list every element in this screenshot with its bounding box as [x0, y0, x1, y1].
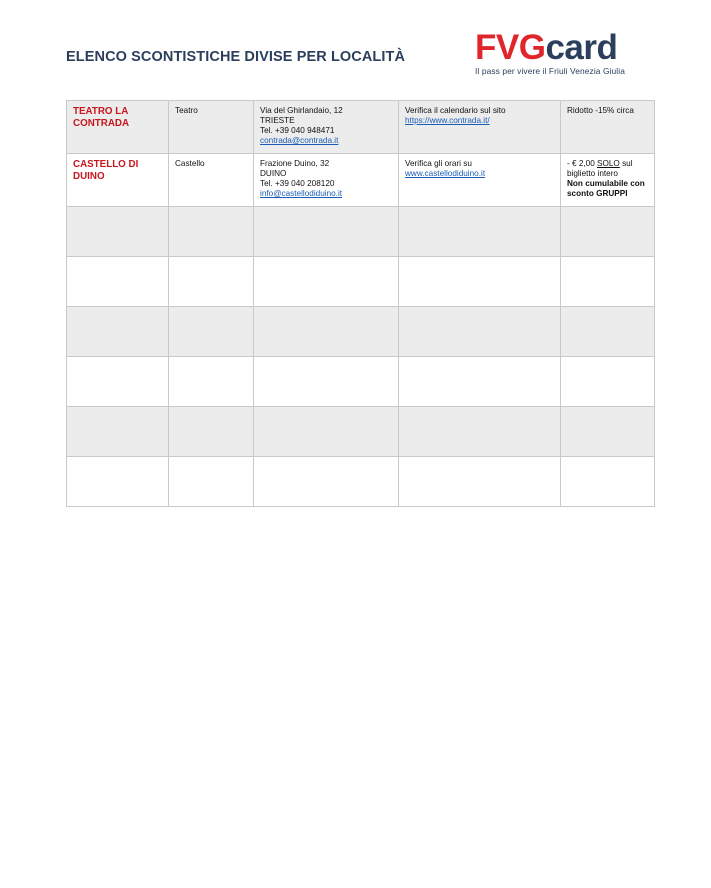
empty-cell — [399, 357, 561, 407]
empty-row — [67, 357, 655, 407]
venue-name-cell — [67, 101, 169, 154]
discount-table — [66, 100, 655, 507]
address-city: TRIESTE — [260, 116, 295, 125]
venue-name: CASTELLO DI DUINO — [73, 159, 139, 182]
empty-cell — [254, 257, 399, 307]
address-cell — [254, 154, 399, 207]
empty-cell — [67, 357, 169, 407]
empty-cell — [169, 257, 254, 307]
info-cell — [399, 101, 561, 154]
discount-text: Ridotto -15% circa — [567, 106, 634, 115]
empty-cell — [67, 207, 169, 257]
info-cell — [399, 154, 561, 207]
logo-wordmark — [475, 30, 645, 66]
discount-suffix: sul biglietto intero — [567, 159, 633, 178]
empty-cell — [169, 407, 254, 457]
address-street: Via del Ghirlandaio, 12 — [260, 106, 343, 115]
address-phone: Tel. +39 040 948471 — [260, 126, 335, 135]
website-link[interactable]: https://www.contrada.it/ — [405, 116, 490, 125]
venue-name-cell — [67, 154, 169, 207]
empty-cell — [254, 457, 399, 507]
empty-cell — [399, 207, 561, 257]
empty-cell — [67, 457, 169, 507]
empty-cell — [399, 257, 561, 307]
category: Castello — [175, 159, 205, 168]
email-link[interactable]: contrada@contrada.it — [260, 136, 339, 145]
address-street: Frazione Duino, 32 — [260, 159, 330, 168]
empty-cell — [399, 407, 561, 457]
category-cell — [169, 154, 254, 207]
empty-cell — [561, 207, 655, 257]
empty-cell — [561, 307, 655, 357]
logo-tagline: Il pass per vivere il Friuli Venezia Giulia — [475, 66, 625, 76]
address-city: DUINO — [260, 169, 287, 178]
discount-note: Non cumulabile con sconto GRUPPI — [567, 179, 645, 198]
empty-row — [67, 207, 655, 257]
empty-cell — [561, 457, 655, 507]
info-text: Verifica gli orari su — [405, 159, 472, 168]
empty-cell — [67, 407, 169, 457]
logo-fvg: FVG — [475, 28, 546, 67]
empty-cell — [67, 257, 169, 307]
address-cell — [254, 101, 399, 154]
empty-row — [67, 257, 655, 307]
discount-cell — [561, 154, 655, 207]
empty-cell — [254, 407, 399, 457]
table-row — [67, 101, 655, 154]
discount-prefix: - € 2,00 — [567, 159, 598, 168]
empty-cell — [67, 307, 169, 357]
empty-cell — [254, 207, 399, 257]
empty-row — [67, 407, 655, 457]
empty-cell — [254, 357, 399, 407]
empty-cell — [169, 357, 254, 407]
empty-cell — [561, 357, 655, 407]
website-link[interactable]: www.castellodiduino.it — [405, 169, 486, 178]
empty-cell — [399, 457, 561, 507]
venue-name: TEATRO LA CONTRADA — [73, 106, 130, 129]
empty-cell — [169, 207, 254, 257]
empty-cell — [399, 307, 561, 357]
table-row — [67, 154, 655, 207]
category: Teatro — [175, 106, 198, 115]
discount-cell — [561, 101, 655, 154]
category-cell — [169, 101, 254, 154]
fvgcard-logo — [475, 30, 645, 76]
logo-card: card — [545, 28, 618, 67]
empty-row — [67, 457, 655, 507]
info-text: Verifica il calendario sul sito — [405, 106, 506, 115]
empty-cell — [169, 457, 254, 507]
empty-cell — [561, 257, 655, 307]
address-phone: Tel. +39 040 208120 — [260, 179, 335, 188]
discount-emphasis: SOLO — [597, 159, 620, 168]
page-title: ELENCO SCONTISTICHE DIVISE PER LOCALITÀ — [66, 49, 406, 65]
empty-cell — [561, 407, 655, 457]
empty-cell — [254, 307, 399, 357]
email-link[interactable]: info@castellodiduino.it — [260, 189, 343, 198]
empty-row — [67, 307, 655, 357]
empty-cell — [169, 307, 254, 357]
